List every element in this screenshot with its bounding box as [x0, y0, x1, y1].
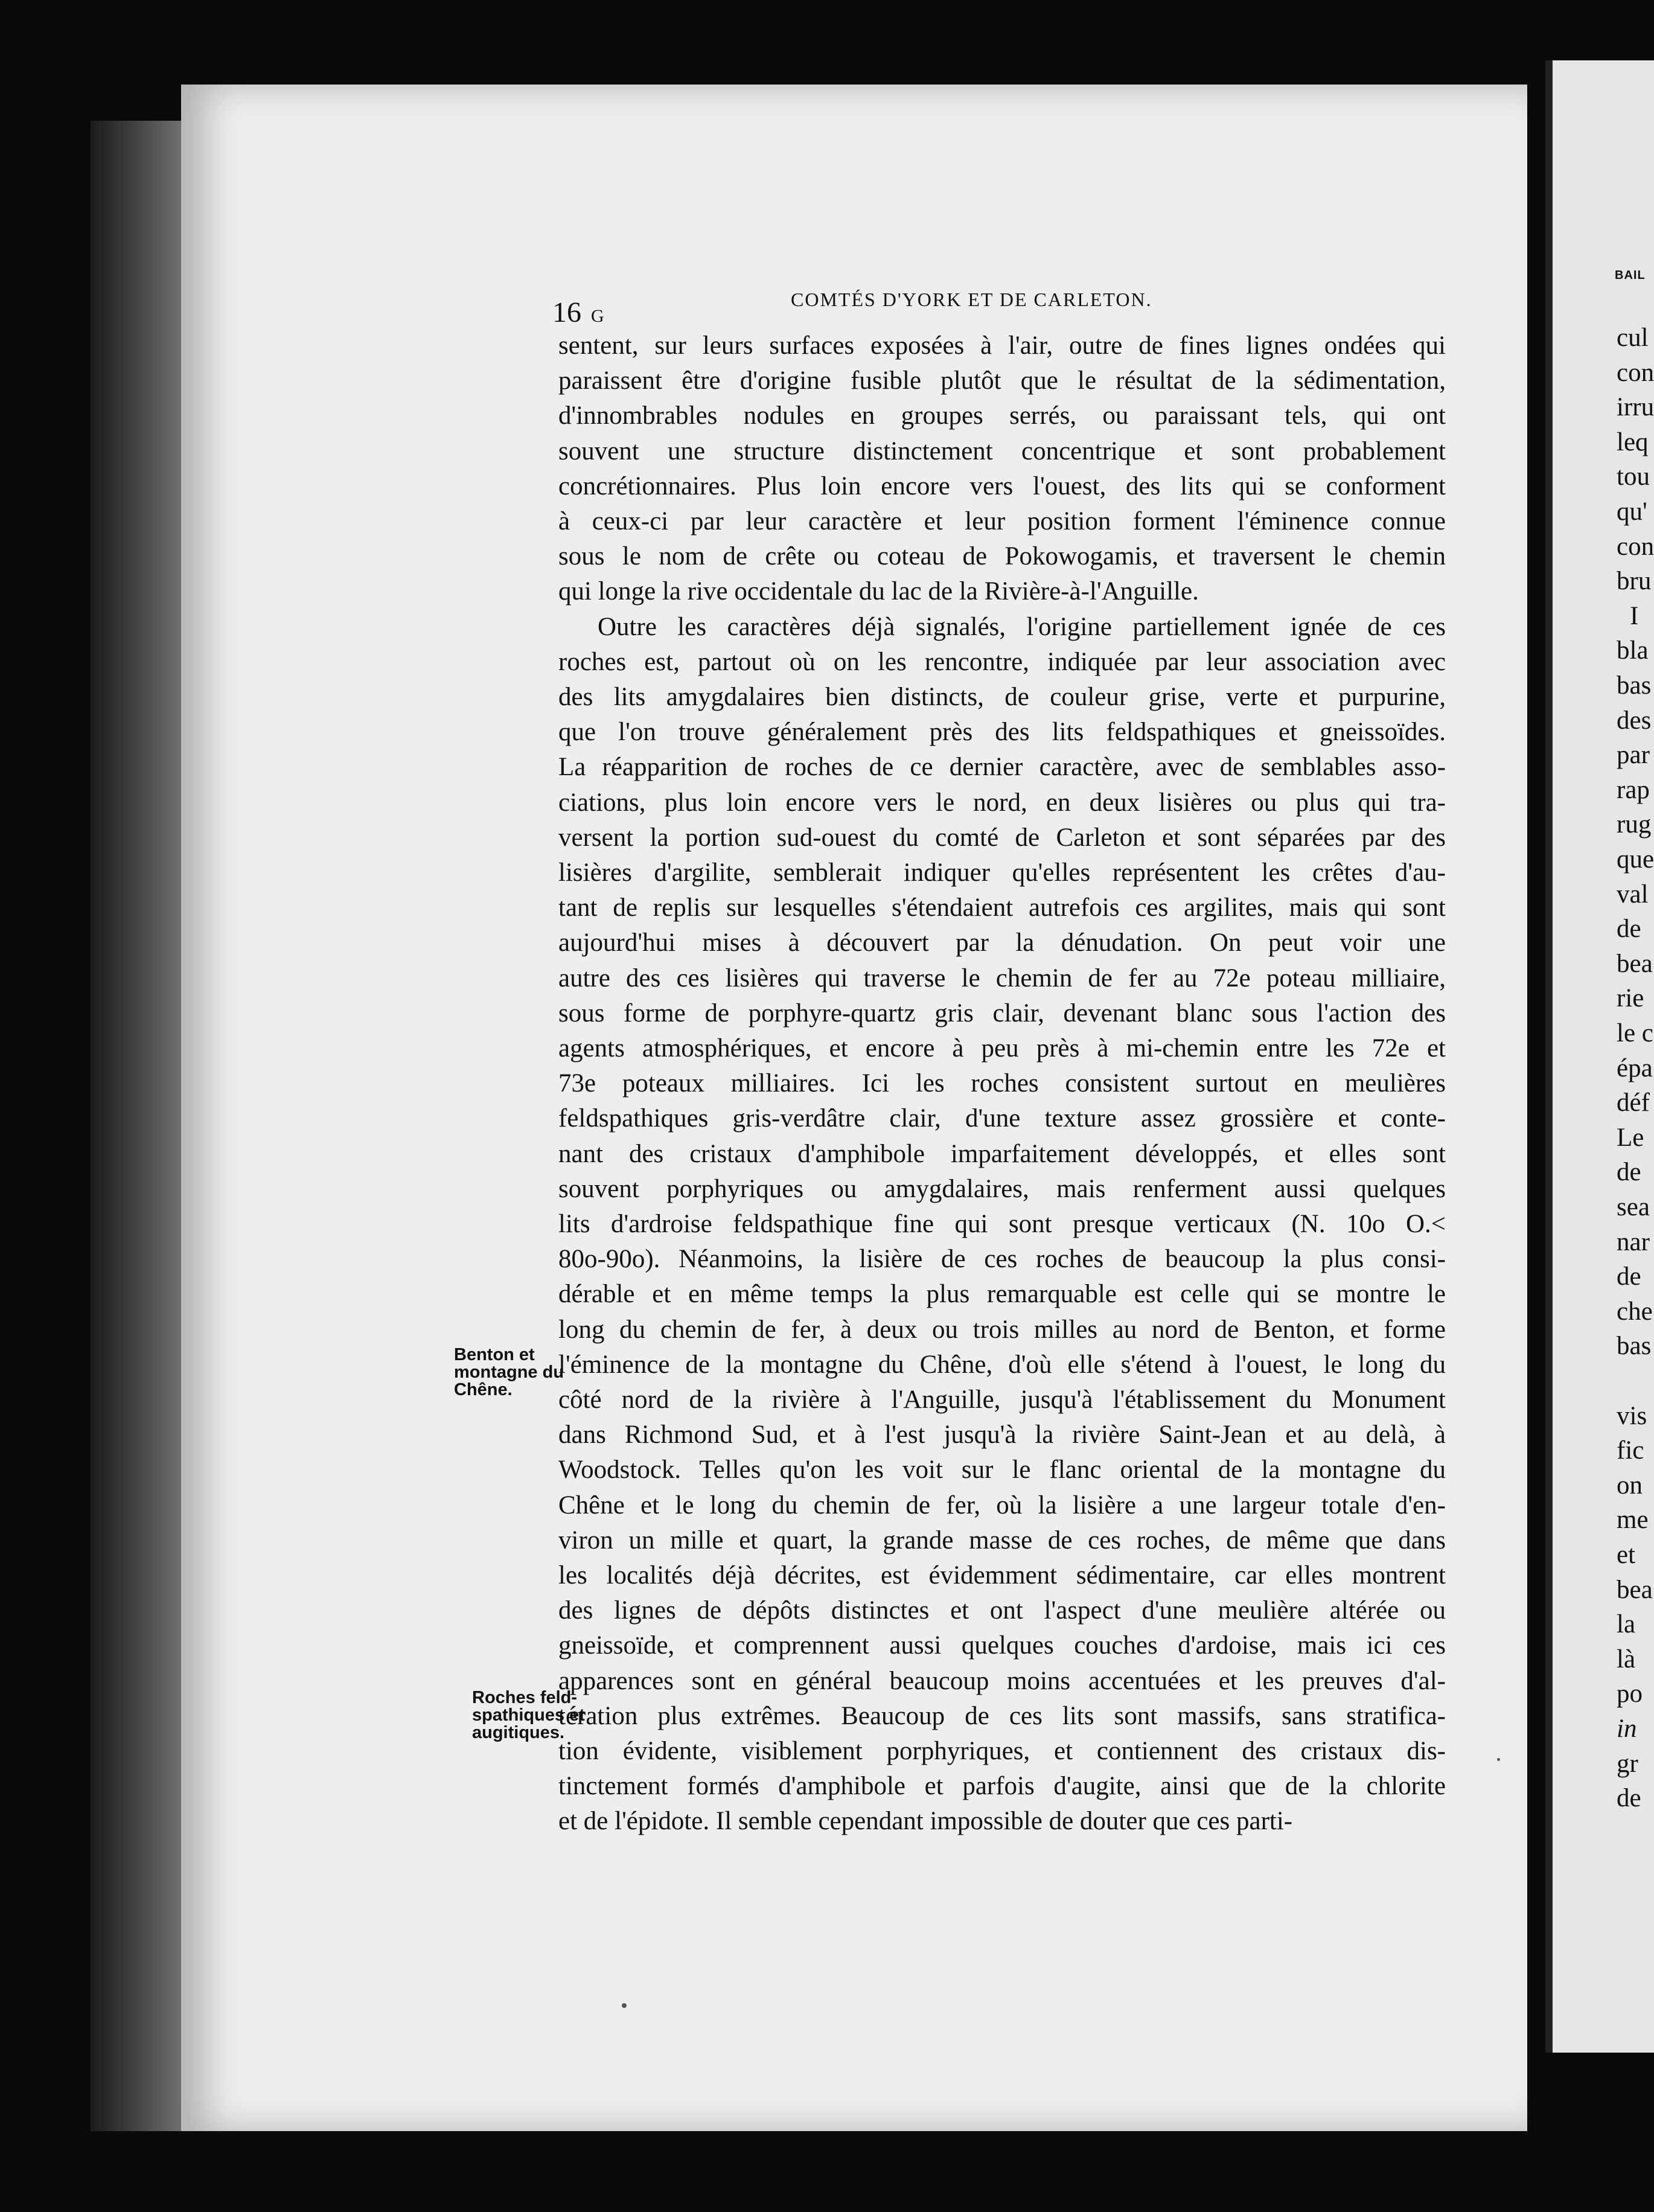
- body-line: les localités déjà décrites, est évidemment sédimentaire, car elles montrent: [558, 1561, 1446, 1590]
- facing-page-line: épa: [1617, 1053, 1653, 1082]
- facing-page-line: bea: [1617, 949, 1653, 978]
- facing-page-line: la: [1617, 1610, 1636, 1639]
- body-line: et de l'épidote. Il semble cependant impossible de douter que ces parti-: [558, 1807, 1293, 1836]
- body-line: autre des ces lisières qui traverse le chemin de fer au 72e poteau milliaire,: [558, 964, 1446, 993]
- facing-page-line: là: [1617, 1645, 1636, 1673]
- facing-page-line: fic: [1617, 1436, 1644, 1465]
- page-number: [552, 296, 604, 329]
- body-line: long du chemin de fer, à deux ou trois milles au nord de Benton, et forme: [558, 1315, 1446, 1344]
- body-line: qui longe la rive occidentale du lac de la Rivière-à-l'Anguille.: [558, 577, 1199, 606]
- body-line: aujourd'hui mises à découvert par la dénudation. On peut voir une: [558, 929, 1446, 957]
- facing-page-line: che: [1617, 1297, 1653, 1326]
- body-line: l'éminence de la montagne du Chêne, d'où elle s'étend à l'ouest, le long du: [558, 1350, 1446, 1379]
- body-line: sous forme de porphyre-quartz gris clair, devenant blanc sous l'action des: [558, 999, 1446, 1028]
- facing-page-line: de: [1617, 915, 1641, 944]
- facing-page-line: rap: [1617, 775, 1650, 804]
- body-line: tion évidente, visiblement porphyriques, et contiennent des cristaux dis-: [558, 1737, 1446, 1765]
- facing-page-line: bas: [1617, 1332, 1652, 1361]
- facing-page-line: sea: [1617, 1193, 1650, 1221]
- facing-page-line: qu': [1617, 497, 1647, 526]
- margin-note-line: spathiques et: [472, 1705, 585, 1725]
- margin-note-line: Chêne.: [454, 1380, 512, 1399]
- facing-page-line: bla: [1617, 636, 1649, 665]
- body-line: sous le nom de crête ou coteau de Pokowogamis, et traversent le chemin: [558, 542, 1446, 571]
- body-line: viron un mille et quart, la grande masse de ces roches, de même que dans: [558, 1526, 1446, 1555]
- facing-page-line: in: [1617, 1715, 1637, 1743]
- margin-note-line: montagne du: [454, 1363, 564, 1382]
- body-line: tération plus extrêmes. Beaucoup de ces lits sont massifs, sans stratifica-: [558, 1701, 1446, 1730]
- facing-page-line: gr: [1617, 1749, 1638, 1778]
- body-line: à ceux-ci par leur caractère et leur position forment l'éminence connue: [558, 507, 1446, 535]
- body-line: des lignes de dépôts distinctes et ont l'aspect d'une meulière altérée ou: [558, 1596, 1446, 1625]
- facing-page-line: rug: [1617, 810, 1652, 839]
- margin-note-line: augitiques.: [472, 1723, 565, 1742]
- page-number-value: 16: [552, 296, 581, 328]
- facing-page-line: de: [1617, 1784, 1641, 1813]
- facing-page-line: et: [1617, 1541, 1636, 1569]
- body-line: sentent, sur leurs surfaces exposées à l'air, outre de fines lignes ondées qui: [558, 331, 1446, 360]
- facing-page-line: nar: [1617, 1227, 1650, 1256]
- facing-page-line: bru: [1617, 567, 1652, 596]
- body-line: que l'on trouve généralement près des lits feldspathiques et gneissoïdes.: [558, 718, 1446, 747]
- facing-page-line: bea: [1617, 1575, 1653, 1604]
- body-line: 73e poteaux milliaires. Ici les roches consistent surtout en meulières: [558, 1069, 1446, 1098]
- body-line: dans Richmond Sud, et à l'est jusqu'à la rivière Saint-Jean et au delà, à: [558, 1421, 1446, 1450]
- facing-page-header: BAIL: [1615, 269, 1646, 282]
- facing-page-line: bas: [1617, 671, 1652, 700]
- facing-page-line: cul: [1617, 324, 1649, 352]
- facing-page-line: leq: [1617, 427, 1649, 456]
- body-line: Chêne et le long du chemin de fer, où la lisière a une largeur totale d'en-: [558, 1491, 1446, 1520]
- body-line: ciations, plus loin encore vers le nord, en deux lisières ou plus qui tra-: [558, 788, 1446, 817]
- scan-speck: [622, 2003, 627, 2008]
- facing-page-line: on: [1617, 1471, 1643, 1500]
- scan-speck: [1497, 1758, 1500, 1761]
- body-line: souvent porphyriques ou amygdalaires, mais renferment aussi quelques: [558, 1174, 1446, 1203]
- body-line: concrétionnaires. Plus loin encore vers l'ouest, des lits qui se conforment: [558, 471, 1446, 500]
- margin-note-benton: [454, 1346, 564, 1399]
- facing-page-line: rie: [1617, 984, 1644, 1013]
- body-line: La réapparition de roches de ce dernier caractère, avec de semblables asso-: [558, 753, 1446, 782]
- body-line: 80o-90o). Néanmoins, la lisière de ces roches de beaucoup la plus consi-: [558, 1245, 1446, 1274]
- facing-page-line: irru: [1617, 393, 1654, 422]
- body-line: tinctement formés d'amphibole et parfois d'augite, ainsi que de la chlorite: [558, 1772, 1446, 1801]
- body-line: gneissoïde, et comprennent aussi quelques couches d'ardoise, mais ici ces: [558, 1631, 1446, 1660]
- facing-page-line: que: [1617, 845, 1654, 874]
- facing-page-line: des: [1617, 706, 1652, 735]
- facing-page-line: de: [1617, 1262, 1641, 1291]
- body-line: nant des cristaux d'amphibole imparfaitement développés, et elles sont: [558, 1139, 1446, 1168]
- margin-note-roches: [472, 1689, 585, 1742]
- body-line: côté nord de la rivière à l'Anguille, jusqu'à l'établissement du Monument: [558, 1386, 1446, 1414]
- body-line: agents atmosphériques, et encore à peu près à mi-chemin entre les 72e et: [558, 1034, 1446, 1063]
- facing-page-line: de: [1617, 1158, 1641, 1187]
- facing-page-line: con: [1617, 532, 1654, 561]
- body-line: roches est, partout où on les rencontre, indiquée par leur association avec: [558, 647, 1446, 676]
- body-line: dérable et en même temps la plus remarquable est celle qui se montre le: [558, 1280, 1446, 1309]
- margin-note-line: Roches feld-: [472, 1688, 578, 1707]
- facing-page-line: po: [1617, 1680, 1643, 1709]
- body-line: versent la portion sud-ouest du comté de Carleton et sont séparées par des: [558, 823, 1446, 852]
- page-gutter: [1545, 60, 1553, 2053]
- body-line: des lits amygdalaires bien distincts, de couleur grise, verte et purpurine,: [558, 683, 1446, 711]
- body-line: Outre les caractères déjà signalés, l'origine partiellement ignée de ces: [598, 612, 1446, 641]
- facing-page-line: déf: [1617, 1088, 1650, 1117]
- facing-page-line: val: [1617, 880, 1649, 909]
- margin-note-line: Benton et: [454, 1345, 535, 1364]
- body-line: Woodstock. Telles qu'on les voit sur le flanc oriental de la montagne du: [558, 1456, 1446, 1485]
- body-line: paraissent être d'origine fusible plutôt que le résultat de la sédimentation,: [558, 366, 1446, 395]
- facing-page-line: tou: [1617, 462, 1650, 491]
- running-title: COMTÉS D'YORK ET DE CARLETON.: [791, 289, 1152, 310]
- facing-page-line: con: [1617, 358, 1654, 387]
- facing-page-line: le c: [1617, 1019, 1653, 1047]
- body-line: lits d'ardroise feldspathique fine qui sont presque verticaux (N. 10o O.<: [558, 1210, 1446, 1238]
- body-line: apparences sont en général beaucoup moins accentuées et les preuves d'al-: [558, 1666, 1446, 1695]
- body-line: souvent une structure distinctement concentrique et sont probablement: [558, 436, 1446, 465]
- facing-page-line: I: [1630, 601, 1639, 630]
- book-binding-shadow: [91, 121, 181, 2131]
- facing-page-line: par: [1617, 741, 1650, 770]
- facing-page-line: Le: [1617, 1123, 1644, 1152]
- facing-page-line: me: [1617, 1506, 1649, 1535]
- facing-page-line: vis: [1617, 1401, 1647, 1430]
- body-line: feldspathiques gris-verdâtre clair, d'une texture assez grossière et conte-: [558, 1104, 1446, 1133]
- body-line: d'innombrables nodules en groupes serrés, ou paraissant tels, qui ont: [558, 401, 1446, 430]
- body-line: lisières d'argilite, semblerait indiquer qu'elles représentent les crêtes d'au-: [558, 858, 1446, 887]
- body-line: tant de replis sur lesquelles s'étendaient autrefois ces argilites, mais qui sont: [558, 893, 1446, 922]
- page-number-suffix: G: [591, 306, 604, 326]
